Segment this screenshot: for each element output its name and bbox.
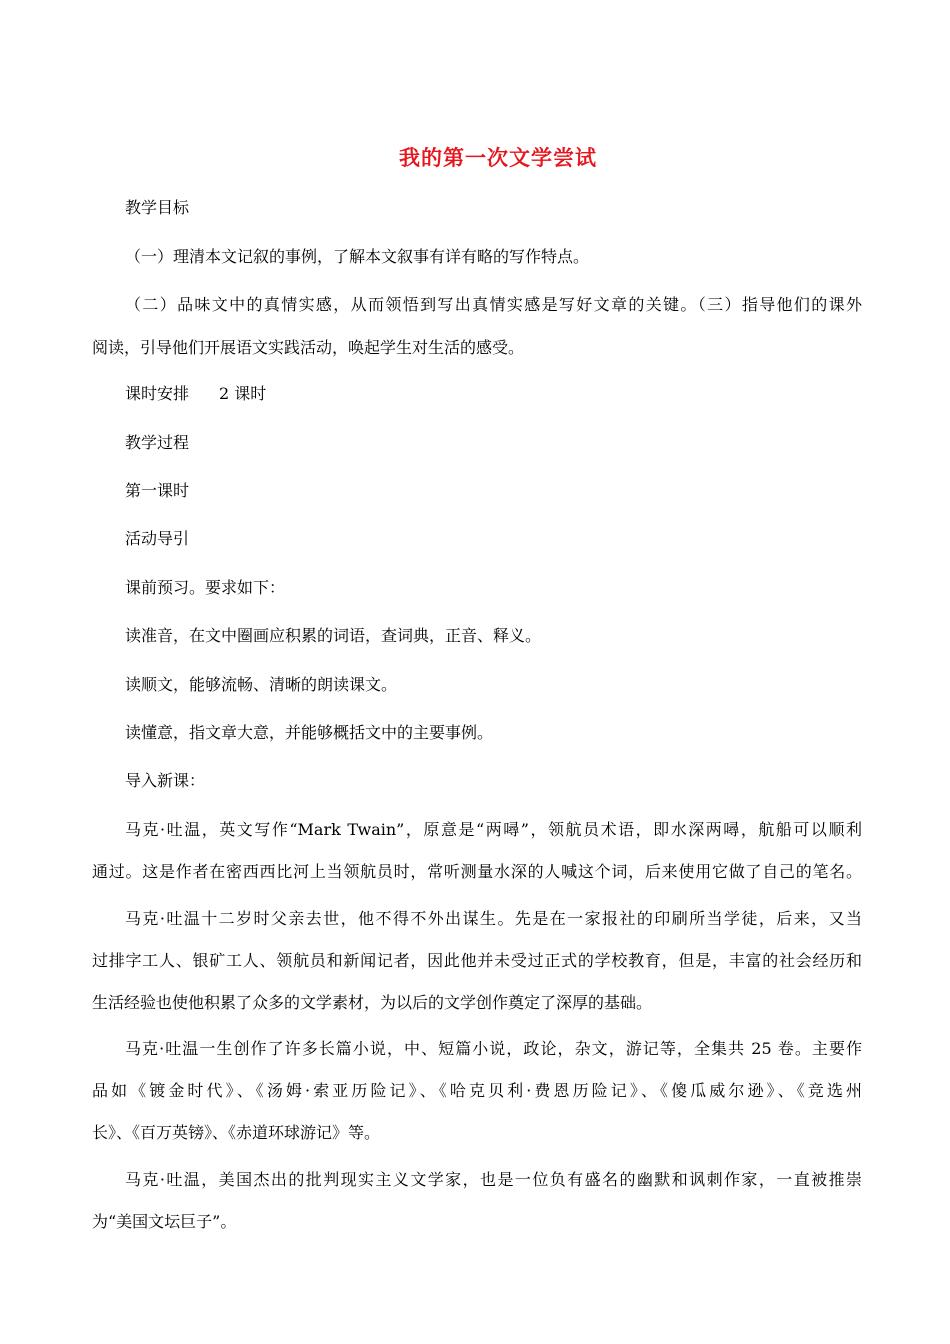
heading-activity-guide: 活动导引 — [125, 529, 190, 548]
para-biography-line3: 生活经验也使他积累了众多的文学素材，为以后的文学创作奠定了深厚的基础。 — [92, 993, 653, 1012]
para-reputation-line2: 为“美国文坛巨子”。 — [92, 1212, 237, 1231]
para-biography-line1: 马克·吐温十二岁时父亲去世，他不得不外出谋生。先是在一家报社的印刷所当学徒，后来，又当 — [125, 909, 862, 928]
para-pen-name-line1: 马克·吐温，英文写作“Mark Twain”，原意是“两噚”，领航员术语，即水深两噚，航船可以顺利 — [125, 820, 862, 839]
heading-teaching-goals: 教学目标 — [125, 198, 190, 217]
para-works-line3: 长》、《百万英镑》、《赤道环球游记》等。 — [92, 1123, 381, 1142]
schedule-value: 2 课时 — [219, 384, 267, 403]
requirement-pronunciation: 读准音，在文中圈画应积累的词语，查词典，正音、释义。 — [125, 626, 542, 645]
goal-two-three-line2: 阅读，引导他们开展语文实践活动，唤起学生对生活的感受。 — [92, 338, 525, 357]
schedule-label: 课时安排 — [125, 384, 190, 403]
para-works-line1: 马克·吐温一生创作了许多长篇小说，中、短篇小说，政论，杂文，游记等，全集共 25 卷。主要作 — [125, 1039, 862, 1058]
para-works-line2: 品如《镀金时代》、《汤姆·索亚历险记》、《哈克贝利·费恩历险记》、《傻瓜威尔逊》、《竞选州 — [92, 1081, 862, 1100]
requirement-fluency: 读顺文，能够流畅、清晰的朗读课文。 — [125, 675, 398, 694]
para-reputation-line1: 马克·吐温，美国杰出的批判现实主义文学家，也是一位负有盛名的幽默和讽刺作家，一直被推崇 — [125, 1170, 862, 1189]
schedule-line — [125, 382, 266, 406]
page-title: 我的第一次文学尝试 — [399, 146, 597, 170]
para-pen-name-line2: 通过。这是作者在密西西比河上当领航员时，常听测量水深的人喊这个词，后来使用它做了自己的笔名。 — [92, 862, 862, 881]
para-biography-line2: 过排字工人、银矿工人、领航员和新闻记者，因此他并未受过正式的学校教育，但是，丰富的社会经历和 — [92, 951, 862, 970]
preview-requirements: 课前预习。要求如下： — [125, 578, 286, 597]
heading-first-lesson: 第一课时 — [125, 481, 190, 500]
goal-two-three-line1: （二）品味文中的真情实感，从而领悟到写出真情实感是写好文章的关键。（三）指导他们的课外 — [125, 295, 862, 314]
heading-teaching-process: 教学过程 — [125, 433, 190, 452]
heading-new-lesson: 导入新课： — [125, 771, 206, 790]
goal-one: （一）理清本文记叙的事例，了解本文叙事有详有略的写作特点。 — [125, 247, 590, 266]
requirement-comprehension: 读懂意，指文章大意，并能够概括文中的主要事例。 — [125, 723, 494, 742]
